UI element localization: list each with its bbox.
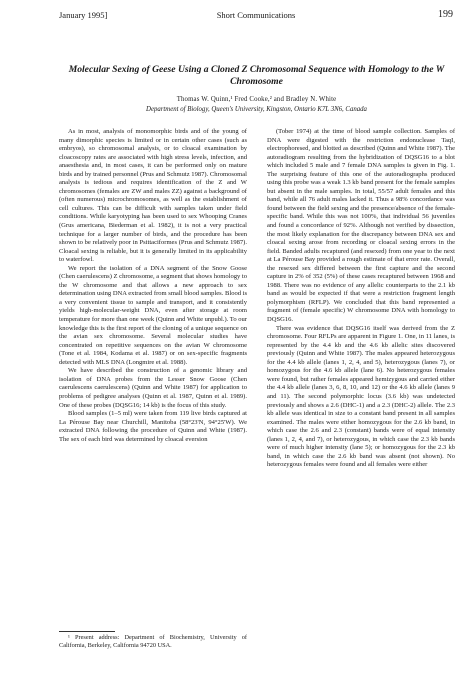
author-affiliation: Department of Biology, Queen's University, Kingston, Ontario K7L 3N6, Canada [146, 106, 367, 113]
paragraph: There was evidence that DQSG16 itself was derived from the Z chromosome. Four RFLPs are apparent in Figure 1. One, in 11 lanes, is represented by the 4.4 kb and the 4.6 kb allelic sites discovered previously (Quinn and White 1987). The males appeared heterozygous for the 4.4 kb allele (lanes 1, 2, 4, and 5), heterozygous (lanes 7), or homozygous for the 4.6 kb allele (lane 6). No heterozygous females were found, but rather females appeared hemizygous and carried either the 4.4 kb allele (lanes 3, 6, 8, 10, and 12) or the 4.6 kb allele (lanes 9 and 11). The second polymorphic locus (3.6 kb) was undetected previously and shows a 2.6 (DHC-1) and a 2.3 (DHC-2) allele. The 2.3 kb allele was identical in size to a constant band present in all samples examined. The males were either homozygous for the 2.6 kb band, in which case the 2.6 and 2.3 (constant) bands were of equal intensity (lanes 1, 2, 4, and 7), or heterozygous, in which case the 2.3 kb bands were of much higher intensity (lane 5); or homozygous for the 2.3 kb band, in which case the 2.6 kb band was absent (not shown). No heterozygous females were found and all females were either [267, 324, 455, 469]
footnote-rule [59, 631, 115, 632]
right-column [267, 128, 455, 470]
issue-date: January 1995] [59, 10, 108, 20]
article-authors: Thomas W. Quinn,¹ Fred Cooke,² and Bradley N. White [176, 96, 337, 103]
paragraph: As in most, analysis of monomorphic birds and of the young of many dimorphic species is limited or in certain other cases (such as embryos), so chromosomal analysis, or to cloacal examination by cloacoscopy rates are associated with high stress levels, infection, and anaesthesia and, in most cases, it can be performed only on mature birds and by trained personnel (Prus and Schmutz 1987). Chromosomal analysis is tedious and requires identification of the Z and W chromosomes (females are ZW and males ZZ) against a background of (often numerous) microchromosomes, as well as the establishment of cell cultures. This can be difficult with samples taken under field conditions. While karyotyping has been used to sex Whooping Cranes (Grus americana, Biederman et al. 1982), it is not a very practical technique for a larger number of birds, and the procedure has been shown to be relatively poor in Psittaciformes (Prus and Schmutz 1987). Cloacal sexing is reliable, but it is generally limited in its applicability to waterfowl. [59, 128, 247, 264]
left-column [59, 128, 247, 444]
paragraph: Blood samples (1–5 ml) were taken from 119 live birds captured at La Pérouse Bay near Churchill, Manitoba (58°23'N, 94°25'W). We extracted DNA following the procedure of Quinn and White (1987). The sex of each bird was determined by cloacal eversion [59, 410, 247, 443]
paragraph: (Tober 1974) at the time of blood sample collection. Samples of DNA were digested with the restriction endonuclease TaqI, electrophoresed, and blotted as described (Quinn and White 1987). The autoradiogram resulting from the hybridization of DQSG16 to a blot which included 5 male and 7 female DNA samples is given in Fig. 1. The surprising feature of this one of the autoradiographs produced using this probe was a weak 1.3 kb band present for the female samples but absent in the male samples. In total, 55/57 adult females and this band, while all 76 adult males lacked it. Thus a 98% concordance was found between the field sexing and the presence/absence of the female-specific band. While this was not 100%, that individual 56 juveniles and found a concordance of 92%. Although not verified by dissection, the most likely explanation for the discrepancy between DNA sex and cloacal sexing arose from recording or cloacal sexing errors in the field. Banded adults recaptured (and resexed) from one year to the next at La Pérouse Bay provided a rough estimate of that error rate. Overall, the resexed sex differed between the first capture and the second capture in 2% of 352 (5%) of these cases recaptured between 1968 and 1988. There was no evidence of any allelic counterparts to the 2.1 kb band as would be expected if that were a restriction fragment length polymorphism (RFLP). We concluded that this band represented a fragment of (female specific) W chromosome DNA with homology to DQSG16. [267, 128, 455, 324]
footnote: ¹ Present address: Department of Biochemistry, University of California, Berkeley, California 94720 USA. [59, 634, 247, 650]
article-title: Molecular Sexing of Geese Using a Cloned Z Chromosomal Sequence with Homology to the W Chromosome [68, 64, 445, 87]
page-number: 199 [438, 9, 453, 20]
section-title: Short Communications [216, 10, 296, 20]
paragraph: We report the isolation of a DNA segment of the Snow Goose (Chen caerulescens) Z chromosome, a segment that shows homology to the W chromosome and that allows a new approach to sex determination using DNA extracted from small blood samples. Blood is a very convenient tissue to sample and transport, and it consistently yields high-molecular-weight DNA, even after storage at room temperature for more than one week (Quinn and White unpubl.). To our knowledge this is the first report of the cloning of a unique sequence on the avian sex chromosome. Several molecular studies have concentrated on repetitive sequences on the avian W chromosome (Tone et al. 1984, Kodama et al. 1987) or on sex-specific fragments detected with MLS DNA (Longmire et al. 1988). [59, 264, 248, 366]
running-head [59, 10, 453, 24]
paragraph: We have described the construction of a genomic library and isolation of DNA probes from the Lesser Snow Goose (Chen caerulescens caerulescens) (Quinn and White 1987) for application to problems of pedigree analyses (Quinn et al. 1987, Quinn et al. 1989). One of these probes (DQSG16; 14 kb) is the focus of this study. [59, 367, 247, 409]
